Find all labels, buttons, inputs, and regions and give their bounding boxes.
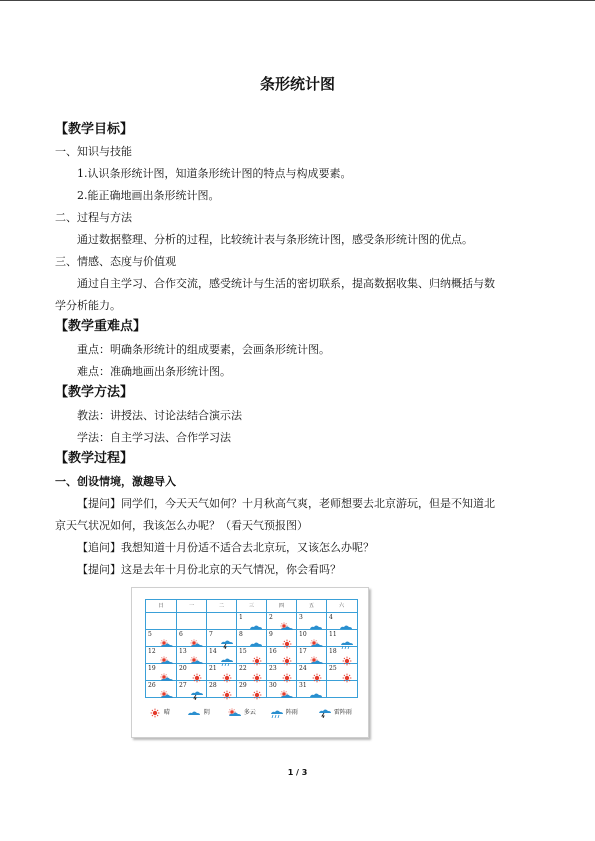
legend-label: 晴 [162, 709, 170, 716]
thunder-weather-icon [220, 634, 234, 644]
weekday-label: 五 [296, 600, 326, 612]
calendar-day-cell [176, 630, 206, 646]
calendar-day-cell [206, 681, 236, 697]
calendar-week-row [146, 646, 357, 663]
process-question-1b: 京天气状况如何，我该怎么办呢？（看天气预报图） [55, 519, 308, 532]
weekday-label: 六 [326, 600, 356, 612]
calendar-day-cell [146, 664, 176, 680]
process-question-2: 【提问】这是去年十月份北京的天气情况，你会看吗？ [77, 563, 341, 576]
cloudy-legend-icon [228, 709, 242, 716]
calendar-week-row [146, 629, 357, 646]
calendar-day-cell [266, 664, 296, 680]
day-number: 5 [148, 631, 152, 638]
goal-1: 一、知识与技能 [55, 145, 132, 158]
cloudy-weather-icon [160, 685, 174, 695]
cloudy-weather-icon [280, 685, 294, 695]
weekday-label: 日 [158, 603, 164, 609]
sunny-weather-icon [250, 685, 264, 695]
legend-item [228, 707, 256, 718]
calendar-day-cell [236, 681, 266, 697]
process-subheading-1: 一、创设情境，激趣导入 [55, 475, 176, 488]
day-number: 2 [269, 614, 273, 621]
difficult-point: 难点：准确地画出条形统计图。 [77, 365, 231, 378]
rain-legend-icon [188, 709, 202, 716]
cloudy-weather-icon [280, 617, 294, 627]
legend-label: 阵雨 [284, 709, 298, 716]
calendar-day-cell [326, 681, 356, 697]
calendar-day-cell [266, 630, 296, 646]
calendar-day-cell [146, 681, 176, 697]
day-number: 8 [239, 631, 243, 638]
calendar-day-cell [266, 647, 296, 663]
calendar-day-cell [266, 681, 296, 697]
calendar-day-cell [326, 630, 356, 646]
goal-3-1b: 学分析能力。 [55, 299, 121, 312]
legend-label: 多云 [242, 709, 256, 716]
calendar-day-cell [206, 647, 236, 663]
day-number: 7 [209, 631, 213, 638]
calendar-day-cell [326, 664, 356, 680]
rain-weather-icon [340, 617, 354, 627]
calendar-day-cell [296, 664, 326, 680]
day-number: 10 [299, 631, 307, 638]
page-top-rule [0, 0, 595, 1]
rain-weather-icon [310, 685, 324, 695]
calendar-day-cell [176, 613, 206, 629]
day-number: 16 [269, 648, 277, 655]
day-number: 18 [329, 648, 337, 655]
calendar-day-cell [176, 664, 206, 680]
sunny-weather-icon [250, 668, 264, 678]
day-number: 17 [299, 648, 307, 655]
weekday-label: 二 [206, 600, 236, 612]
day-number: 13 [179, 648, 187, 655]
weather-legend [144, 705, 358, 719]
cloudy-weather-icon [190, 651, 204, 661]
goal-2-1: 通过数据整理、分析的过程，比较统计表与条形统计图，感受条形统计图的优点。 [77, 233, 473, 246]
day-number: 9 [269, 631, 273, 638]
weekday-label: 一 [176, 600, 206, 612]
cloudy-weather-icon [310, 634, 324, 644]
key-point: 重点：明确条形统计的组成要素，会画条形统计图。 [77, 343, 330, 356]
day-number: 6 [179, 631, 183, 638]
calendar-week-row [146, 663, 357, 680]
calendar-day-cell [236, 664, 266, 680]
rain-weather-icon [250, 634, 264, 644]
sunny-weather-icon [280, 634, 294, 644]
day-number: 14 [209, 648, 217, 655]
weekday-label: 四 [266, 600, 296, 612]
calendar-weekday-row [146, 600, 357, 612]
day-number: 19 [148, 665, 156, 672]
thunder-weather-icon [190, 685, 204, 695]
day-number: 11 [329, 631, 337, 638]
page-number: 1 / 3 [287, 768, 308, 777]
day-number: 15 [239, 648, 247, 655]
calendar-grid [145, 599, 358, 698]
cloudy-weather-icon [190, 634, 204, 644]
calendar-day-cell [236, 613, 266, 629]
rain-weather-icon [250, 617, 264, 627]
process-followup: 【追问】我想知道十月份适不适合去北京玩，又该怎么办呢？ [77, 541, 374, 554]
calendar-day-cell [146, 647, 176, 663]
heading-keypoints: 【教学重难点】 [55, 319, 147, 334]
legend-item [188, 707, 210, 718]
shower-legend-icon [270, 709, 284, 716]
day-number: 26 [148, 682, 156, 689]
day-number: 24 [299, 665, 307, 672]
heading-methods: 【教学方法】 [55, 385, 134, 400]
sunny-weather-icon [280, 668, 294, 678]
day-number: 12 [148, 648, 156, 655]
goal-1-1: 1.认识条形统计图，知道条形统计图的特点与构成要素。 [77, 167, 352, 180]
cloudy-weather-icon [160, 634, 174, 644]
sunny-weather-icon [280, 651, 294, 661]
legend-item [270, 707, 298, 718]
calendar-day-cell [296, 630, 326, 646]
goal-3-1a: 通过自主学习、合作交流，感受统计与生活的密切联系，提高数据收集、归纳概括与数 [77, 277, 495, 290]
calendar-day-cell [206, 613, 236, 629]
calendar-day-cell [146, 613, 176, 629]
document-title: 条形统计图 [259, 75, 335, 93]
legend-label: 阴 [202, 709, 210, 716]
legend-item [318, 707, 352, 718]
calendar-day-cell [326, 647, 356, 663]
sunny-weather-icon [220, 685, 234, 695]
goal-1-2: 2.能正确地画出条形统计图。 [77, 189, 220, 202]
shower-weather-icon [220, 651, 234, 661]
goal-3: 三、情感、态度与价值观 [55, 255, 176, 268]
calendar-day-cell [236, 630, 266, 646]
legend-label: 雷阵雨 [332, 709, 352, 716]
cloudy-weather-icon [160, 668, 174, 678]
weekday-label: 三 [236, 600, 266, 612]
day-number: 4 [329, 614, 333, 621]
day-number: 3 [299, 614, 303, 621]
shower-weather-icon [340, 634, 354, 644]
day-number: 23 [269, 665, 277, 672]
heading-goals: 【教学目标】 [55, 122, 134, 137]
calendar-day-cell [296, 647, 326, 663]
cloudy-weather-icon [160, 651, 174, 661]
sunny-weather-icon [220, 668, 234, 678]
calendar-day-cell [176, 681, 206, 697]
process-question-1a: 【提问】同学们，今天天气如何？十月秋高气爽，老师想要去北京游玩，但是不知道北 [77, 497, 495, 510]
legend-item [148, 707, 170, 718]
thunder-legend-icon [318, 709, 332, 716]
calendar-day-cell [266, 613, 296, 629]
sunny-weather-icon [340, 668, 354, 678]
day-number: 31 [299, 682, 307, 689]
calendar-day-cell [176, 647, 206, 663]
sunny-weather-icon [310, 668, 324, 678]
day-number: 30 [269, 682, 277, 689]
day-number: 28 [209, 682, 217, 689]
calendar-day-cell [296, 613, 326, 629]
calendar-day-cell [296, 681, 326, 697]
day-number: 21 [209, 665, 217, 672]
day-number: 25 [329, 665, 337, 672]
day-number: 29 [239, 682, 247, 689]
sunny-weather-icon [340, 651, 354, 661]
calendar-day-cell [146, 630, 176, 646]
day-number: 27 [179, 682, 187, 689]
method-learning: 学法：自主学习法、合作学习法 [77, 431, 231, 444]
day-number: 20 [179, 665, 187, 672]
weather-calendar-figure [131, 587, 369, 738]
day-number: 22 [239, 665, 247, 672]
day-number: 1 [239, 614, 243, 621]
calendar-week-row [146, 680, 357, 697]
sunny-weather-icon [190, 668, 204, 678]
calendar-day-cell [206, 630, 236, 646]
goal-2: 二、过程与方法 [55, 211, 132, 224]
calendar-day-cell [206, 664, 236, 680]
rain-weather-icon [310, 617, 324, 627]
calendar-week-row [146, 612, 357, 629]
cloudy-weather-icon [310, 651, 324, 661]
calendar-day-cell [326, 613, 356, 629]
heading-process: 【教学过程】 [55, 451, 134, 466]
method-teaching: 教法：讲授法、讨论法结合演示法 [77, 409, 242, 422]
calendar-day-cell [236, 647, 266, 663]
sunny-weather-icon [250, 651, 264, 661]
sunny-legend-icon [148, 709, 162, 716]
